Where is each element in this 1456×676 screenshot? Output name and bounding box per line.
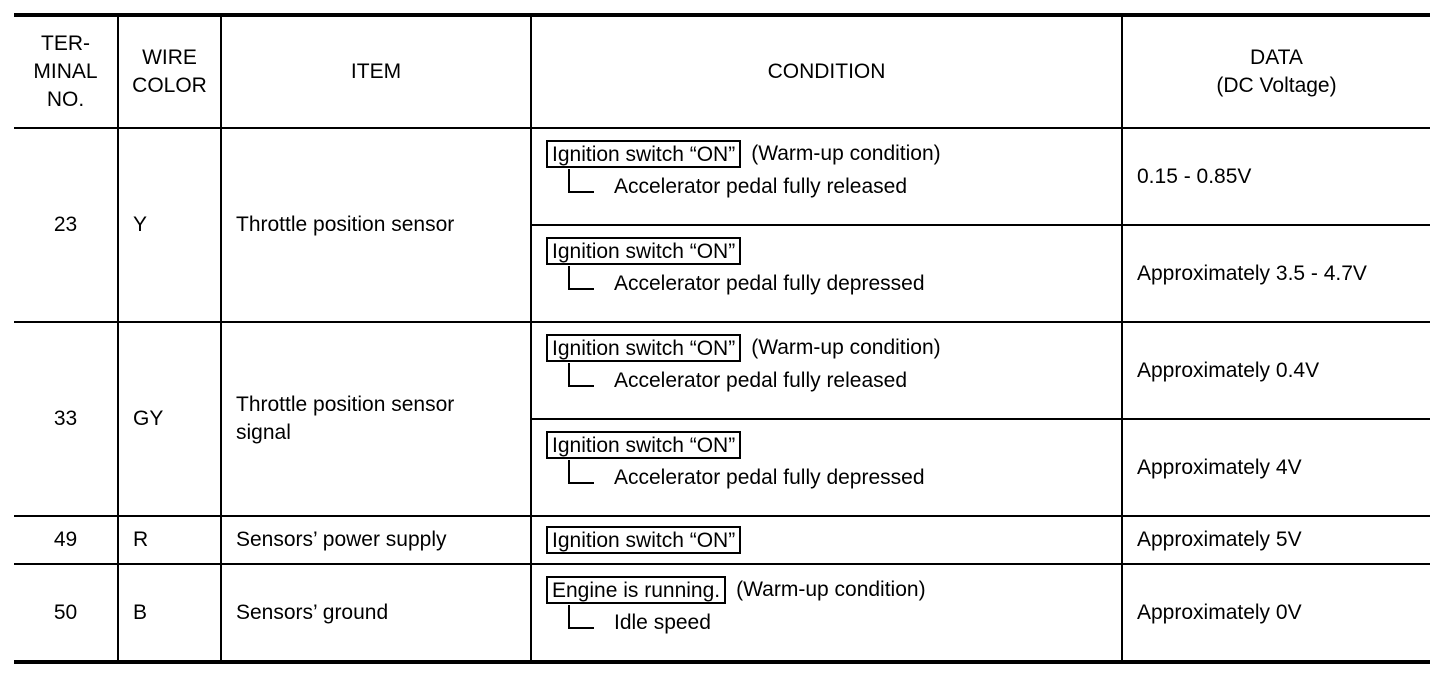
item-text: Throttle position sensor signal bbox=[236, 393, 455, 444]
condition-cell bbox=[531, 225, 1122, 322]
condition-subtext: Accelerator pedal fully depressed bbox=[614, 466, 925, 489]
table-row bbox=[14, 322, 1430, 419]
table-row bbox=[14, 516, 1430, 564]
data-cell: Approximately 4V bbox=[1122, 419, 1430, 516]
condition-suffix: (Warm-up condition) bbox=[751, 142, 941, 165]
condition-boxed-label: Ignition switch “ON” bbox=[546, 526, 741, 554]
branch-connector bbox=[568, 363, 594, 387]
header-wire-color: WIRE COLOR bbox=[118, 15, 221, 128]
condition-subtext: Accelerator pedal fully released bbox=[614, 175, 907, 198]
item-cell: Sensors’ power supply bbox=[221, 516, 531, 564]
condition-boxed-label: Engine is running. bbox=[546, 576, 726, 604]
header-data: DATA (DC Voltage) bbox=[1122, 15, 1430, 128]
data-cell: 0.15 - 0.85V bbox=[1122, 128, 1430, 225]
table-row bbox=[14, 128, 1430, 225]
condition-boxed-label: Ignition switch “ON” bbox=[546, 431, 741, 459]
condition-boxed-label: Ignition switch “ON” bbox=[546, 334, 741, 362]
condition-suffix: (Warm-up condition) bbox=[736, 578, 926, 601]
condition-subtext: Idle speed bbox=[614, 611, 711, 634]
branch-connector bbox=[568, 266, 594, 290]
terminal-cell: 33 bbox=[14, 322, 118, 516]
data-cell: Approximately 5V bbox=[1122, 516, 1430, 564]
condition-cell bbox=[531, 128, 1122, 225]
branch-connector bbox=[568, 460, 594, 484]
item-cell: Throttle position sensor bbox=[221, 128, 531, 322]
wire-color-cell: GY bbox=[118, 322, 221, 516]
branch-connector bbox=[568, 169, 594, 193]
terminal-cell: 23 bbox=[14, 128, 118, 322]
table-row bbox=[14, 564, 1430, 662]
condition-boxed-label: Ignition switch “ON” bbox=[546, 140, 741, 168]
data-cell: Approximately 3.5 - 4.7V bbox=[1122, 225, 1430, 322]
wire-color-cell: R bbox=[118, 516, 221, 564]
item-cell bbox=[221, 322, 531, 516]
condition-cell bbox=[531, 419, 1122, 516]
header-row bbox=[14, 15, 1430, 128]
data-cell: Approximately 0.4V bbox=[1122, 322, 1430, 419]
header-condition: CONDITION bbox=[531, 15, 1122, 128]
terminal-cell: 49 bbox=[14, 516, 118, 564]
condition-subtext: Accelerator pedal fully depressed bbox=[614, 272, 925, 295]
terminal-cell: 50 bbox=[14, 564, 118, 662]
condition-cell bbox=[531, 564, 1122, 662]
condition-cell bbox=[531, 322, 1122, 419]
condition-suffix: (Warm-up condition) bbox=[751, 336, 941, 359]
item-cell: Sensors’ ground bbox=[221, 564, 531, 662]
condition-boxed-label: Ignition switch “ON” bbox=[546, 237, 741, 265]
header-item: ITEM bbox=[221, 15, 531, 128]
ecm-terminal-table bbox=[14, 13, 1430, 664]
condition-cell bbox=[531, 516, 1122, 564]
wire-color-cell: B bbox=[118, 564, 221, 662]
branch-connector bbox=[568, 605, 594, 629]
header-terminal: TER- MINAL NO. bbox=[14, 15, 118, 128]
wire-color-cell: Y bbox=[118, 128, 221, 322]
data-cell: Approximately 0V bbox=[1122, 564, 1430, 662]
condition-subtext: Accelerator pedal fully released bbox=[614, 369, 907, 392]
